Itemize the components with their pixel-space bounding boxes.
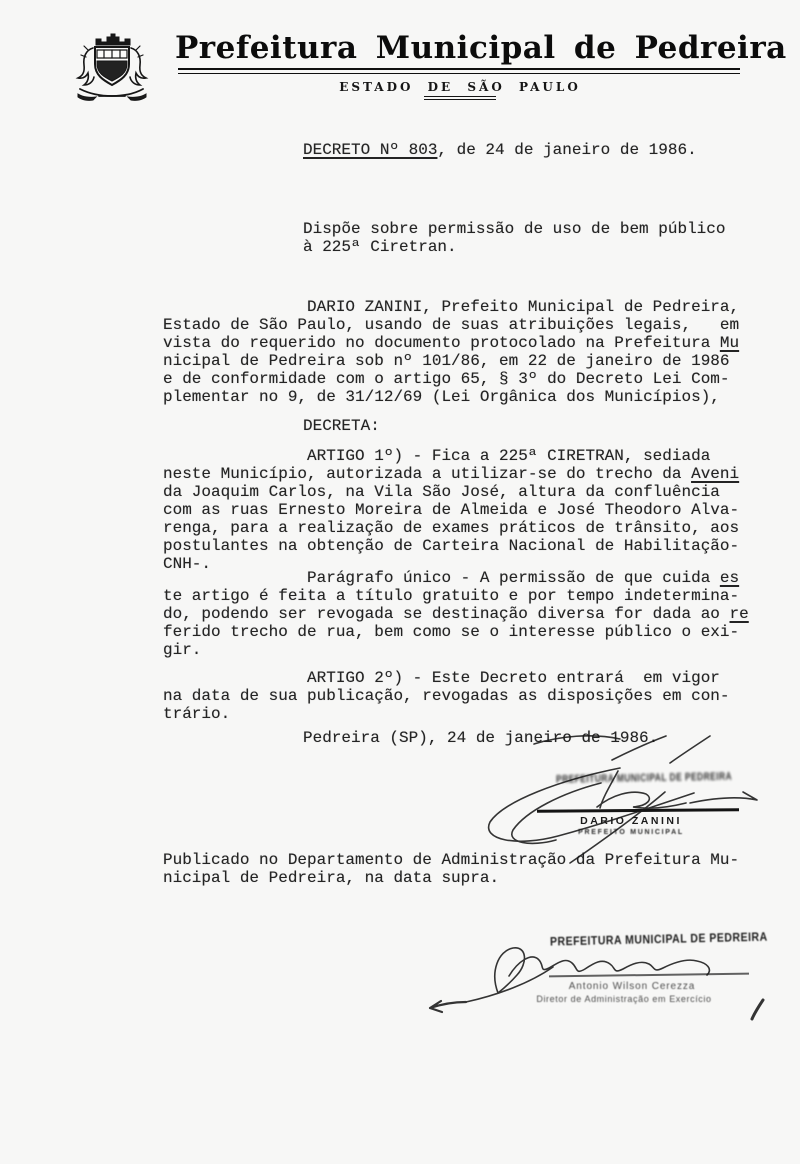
text-line: à 225ª Ciretran. xyxy=(303,238,457,256)
decreta-heading: DECRETA: xyxy=(303,417,380,435)
text-line: com as ruas Ernesto Moreira de Almeida e José Theodoro Alva- xyxy=(163,501,740,519)
article-2 xyxy=(163,669,730,723)
director-role: Diretor de Administração em Exercício xyxy=(536,994,712,1004)
mayor-signature-stroke xyxy=(597,792,686,808)
pen-mark xyxy=(752,1000,763,1019)
sole-paragraph xyxy=(163,569,749,659)
director-signature-tail xyxy=(430,1001,466,1012)
org-title: Prefeitura Municipal de Pedreira xyxy=(175,30,787,66)
text-line: ARTIGO 2º) - Este Decreto entrará em vigor xyxy=(163,669,720,687)
text-line: plementar no 9, de 31/12/69 (Lei Orgânica dos Municípios), xyxy=(163,388,720,406)
director-stamp: PREFEITURA MUNICIPAL DE PEDREIRA xyxy=(549,930,768,949)
mayor-signature-stroke xyxy=(690,792,757,803)
decree-number: DECRETO Nº 803 xyxy=(303,141,438,159)
preamble xyxy=(163,298,739,406)
decree-title xyxy=(303,141,697,159)
text-line: gir. xyxy=(163,641,202,659)
text-line: ARTIGO 1º) - Fica a 225ª CIRETRAN, sediada xyxy=(163,447,711,465)
text-line: neste Município, autorizada a utilizar-se do trecho da Aveni xyxy=(163,465,740,483)
director-signature-stroke xyxy=(495,948,525,993)
pen-stroke-slash-2 xyxy=(670,736,710,763)
text-line: Dispõe sobre permissão de uso de bem público xyxy=(303,220,726,238)
text-line: do, podendo ser revogada se destinação diversa for dada ao re xyxy=(163,605,749,623)
text-line: Estado de São Paulo, usando de suas atribuições legais, em xyxy=(163,316,740,334)
text-line: na data de sua publicação, revogadas as disposições em con- xyxy=(163,687,730,705)
mayor-stamp: PREFEITURA MUNICIPAL DE PEDREIRA xyxy=(555,769,733,786)
text-line: renga, para a realização de exames práticos de trânsito, aos xyxy=(163,519,740,537)
org-subtitle: ESTADO DE SÃO PAULO xyxy=(339,80,581,94)
director-name: Antonio Wilson Cerezza xyxy=(568,981,696,992)
text-line: vista do requerido no documento protocolado na Prefeitura Mu xyxy=(163,334,740,352)
text-line: nicipal de Pedreira, na data supra. xyxy=(163,869,500,887)
text-line: DARIO ZANINI, Prefeito Municipal de Pedreira, xyxy=(163,298,740,316)
article-1 xyxy=(163,447,739,573)
publication-note xyxy=(163,851,739,887)
text-line: ferido trecho de rua, bem como se o interesse público o exi- xyxy=(163,623,740,641)
text-line: e de conformidade com o artigo 65, § 3º do Decreto Lei Com- xyxy=(163,370,730,388)
text-line: postulantes na obtenção de Carteira Nacional de Habilitação- xyxy=(163,537,740,555)
text-line: da Joaquim Carlos, na Vila São José, altura da confluência xyxy=(163,483,720,501)
director-signature-rule xyxy=(549,973,749,977)
text-line: CNH-. xyxy=(163,555,212,573)
text-line: Publicado no Departamento de Administração da Prefeitura Mu- xyxy=(163,851,740,869)
text-line: Parágrafo único - A permissão de que cuida es xyxy=(163,569,740,587)
mayor-signature-rule xyxy=(537,808,739,812)
decree-date: , de 24 de janeiro de 1986. xyxy=(437,141,697,159)
subtitle-double-rule xyxy=(424,96,496,100)
title-double-rule xyxy=(178,68,740,74)
mayor-role: PREFEITO MUNICIPAL xyxy=(578,829,684,836)
text-line: te artigo é feita a título gratuito e por tempo indetermina- xyxy=(163,587,740,605)
dateline: Pedreira (SP), 24 de janeiro de 1986. xyxy=(303,729,659,747)
coat-of-arms-icon xyxy=(66,30,158,102)
text-line: nicipal de Pedreira sob nº 101/86, em 22 de janeiro de 1986 xyxy=(163,352,730,370)
mayor-name: DARIO ZANINI xyxy=(580,815,682,827)
text-line: trário. xyxy=(163,705,231,723)
decree-summary xyxy=(303,220,725,256)
